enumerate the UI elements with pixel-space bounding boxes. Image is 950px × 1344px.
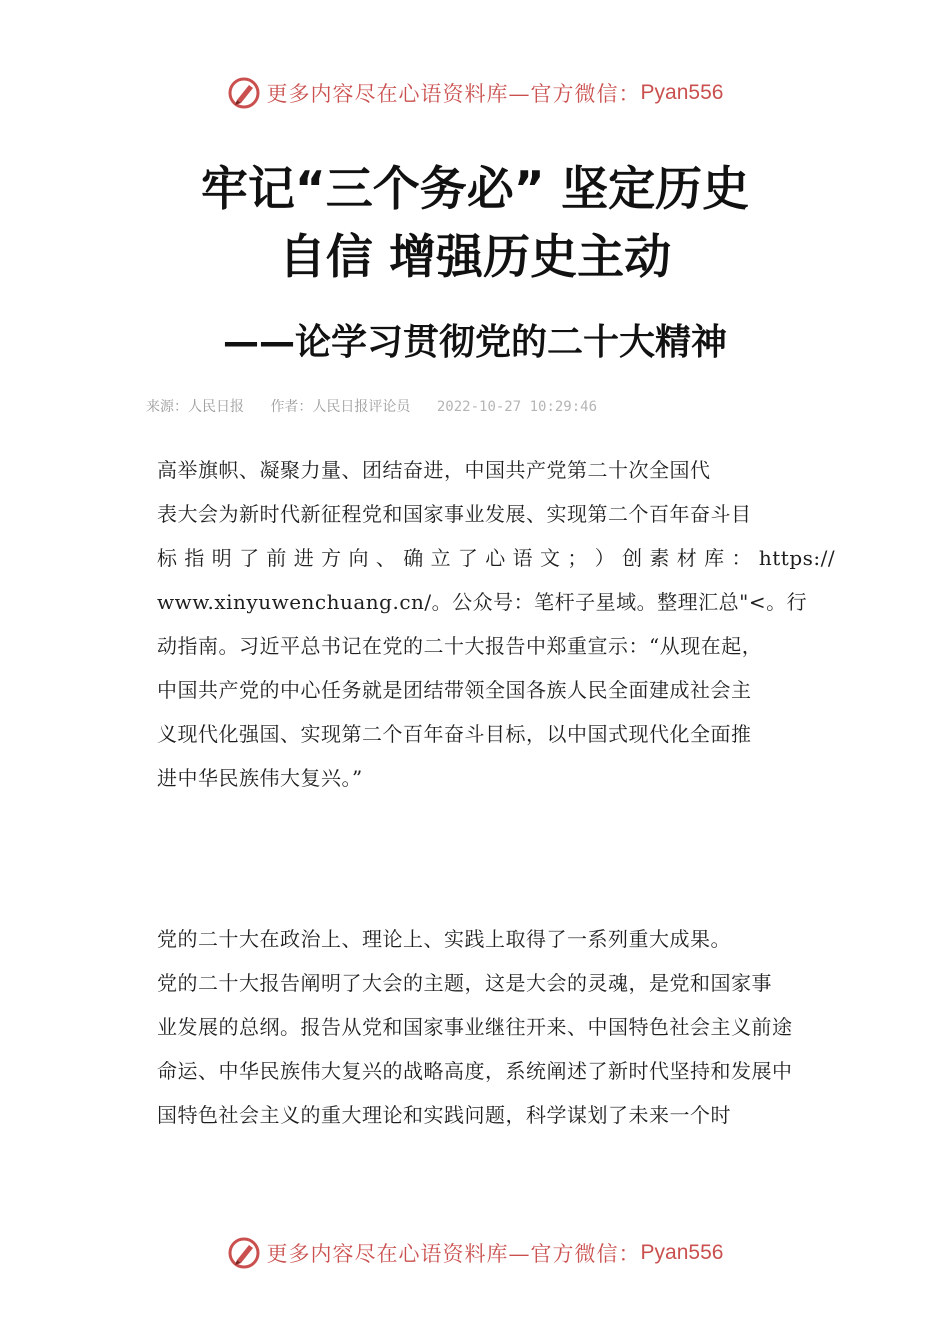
paragraph-line: 党的二十大报告阐明了大会的主题，这是大会的灵魂，是党和国家事 <box>157 971 772 995</box>
article-meta <box>146 396 597 416</box>
article-title-line-1: 牢记“三个务必” 坚定历史 <box>200 162 750 217</box>
paragraph-line: 国特色社会主义的重大理论和实践问题，科学谋划了未来一个时 <box>157 1103 731 1127</box>
pen-logo-icon <box>227 76 261 110</box>
meta-source: 来源：人民日报 <box>146 399 244 415</box>
paragraph-line: www.xinyuwenchuang.cn/。公众号：笔杆子星域。整理汇总"<。行 <box>157 590 808 614</box>
paragraph-line: 动指南。习近平总书记在党的二十大报告中郑重宣示：“从现在起， <box>157 634 763 658</box>
paragraph-line: 表大会为新时代新征程党和国家事业发展、实现第二个百年奋斗目 <box>157 502 752 526</box>
paragraph-line: 义现代化强国、实现第二个百年奋斗目标，以中国式现代化全面推 <box>157 722 752 746</box>
watermark-wechat-id: Pyan556 <box>640 1241 724 1264</box>
watermark-footer <box>0 1233 950 1273</box>
meta-time: 2022-10-27 10:29:46 <box>436 399 598 415</box>
paragraph-line: 进中华民族伟大复兴。” <box>157 766 363 790</box>
paragraph-line: 高举旗帜、凝聚力量、团结奋进，中国共产党第二十次全国代 <box>157 458 711 482</box>
article-title-line-2: 自信 增强历史主动 <box>278 230 672 285</box>
paragraph-1 <box>157 448 836 800</box>
pen-logo-icon <box>227 1236 261 1270</box>
paragraph-line: 命运、中华民族伟大复兴的战略高度，系统阐述了新时代坚持和发展中 <box>157 1059 793 1083</box>
watermark-header <box>0 73 950 113</box>
paragraph-line: 业发展的总纲。报告从党和国家事业继往开来、中国特色社会主义前途 <box>157 1015 793 1039</box>
article-subtitle: ——论学习贯彻党的二十大精神 <box>222 322 727 363</box>
paragraph-line: 党的二十大在政治上、理论上、实践上取得了一系列重大成果。 <box>157 927 731 951</box>
paragraph-line: 标 指 明 了 前 进 方 向 、 确 立 了 心 语 文 ； ） 创 素 材 库 ： https:// <box>157 546 836 570</box>
watermark-text: 更多内容尽在心语资料库—官方微信： <box>266 1242 641 1266</box>
paragraph-line: 中国共产党的中心任务就是团结带领全国各族人民全面建成社会主 <box>157 678 752 702</box>
watermark-text: 更多内容尽在心语资料库—官方微信： <box>266 82 641 106</box>
paragraph-2 <box>157 917 797 1137</box>
watermark-wechat-id: Pyan556 <box>640 81 724 104</box>
meta-author: 作者：人民日报评论员 <box>270 399 411 415</box>
